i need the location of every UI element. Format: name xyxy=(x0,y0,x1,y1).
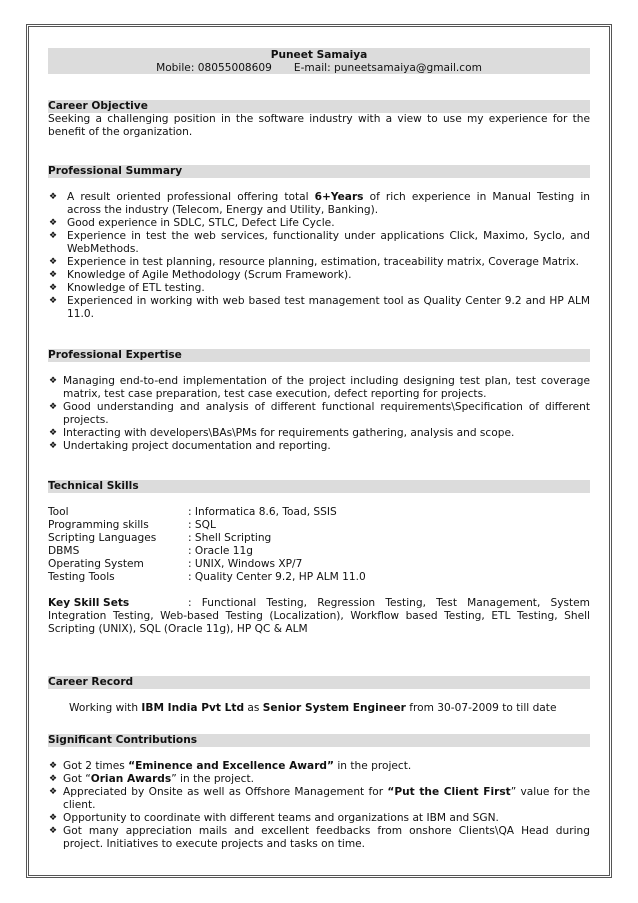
skill-row: Tool : Informatica 8.6, Toad, SSIS xyxy=(48,506,337,518)
list-item: ❖ Opportunity to coordinate with different teams and organizations at IBM and SGN. xyxy=(49,812,499,824)
section-title-career-objective: Career Objective xyxy=(48,100,590,113)
section-title-professional-expertise: Professional Expertise xyxy=(48,349,590,362)
candidate-name: Puneet Samaiya xyxy=(270,49,368,61)
skill-row: Programming skills : SQL xyxy=(48,519,216,531)
professional-expertise-section xyxy=(48,349,590,453)
section-title-significant-contributions: Significant Contributions xyxy=(48,734,590,747)
section-title-career-record: Career Record xyxy=(48,676,590,689)
list-item: ❖ Good experience in SDLC, STLC, Defect Life Cycle. xyxy=(49,217,335,229)
skill-row: Testing Tools : Quality Center 9.2, HP ALM 11.0 xyxy=(48,571,366,583)
diamond-bullet-icon: ❖ xyxy=(49,270,58,280)
list-item: ❖ Appreciated by Onsite as well as Offshore Management for “Put the Client First” value for the client. xyxy=(49,786,591,811)
diamond-bullet-icon: ❖ xyxy=(49,192,58,202)
key-skill-sets: Key Skill Sets : Functional Testing, Regression Testing, Test Management, System Integration Testing, Web-based Testing (Localization), Workflow based Testing, ETL Testing, Shell Scripting (UNIX), SQL (Oracle 11g), HP QC & ALM xyxy=(48,597,590,635)
diamond-bullet-icon: ❖ xyxy=(49,257,58,267)
skill-row: Operating System : UNIX, Windows XP/7 xyxy=(48,558,303,570)
skill-row: DBMS : Oracle 11g xyxy=(48,545,253,557)
diamond-bullet-icon: ❖ xyxy=(49,813,58,823)
list-item: ❖ Knowledge of ETL testing. xyxy=(49,282,205,294)
contributions-list xyxy=(48,760,590,851)
list-item: ❖ Knowledge of Agile Methodology (Scrum Framework). xyxy=(49,269,352,281)
diamond-bullet-icon: ❖ xyxy=(49,774,58,784)
list-item: ❖ Got many appreciation mails and excellent feedbacks from onshore Clients\QA Head during project. Initiatives to execute projects and tasks on time. xyxy=(49,825,590,850)
diamond-bullet-icon: ❖ xyxy=(49,428,58,438)
skill-row: Scripting Languages : Shell Scripting xyxy=(48,532,272,544)
mobile-number: Mobile: 08055008609 xyxy=(156,62,272,74)
list-item: ❖ Experience in test the web services, functionality under applications Click, Maximo, Syclo, and WebMethods. xyxy=(49,230,590,255)
list-item: ❖ Undertaking project documentation and reporting. xyxy=(49,440,331,452)
list-item: ❖ Interacting with developers\BAs\PMs for requirements gathering, analysis and scope. xyxy=(49,427,515,439)
career-objective-section xyxy=(48,100,590,139)
summary-list xyxy=(48,191,590,321)
contact-line xyxy=(48,62,590,75)
technical-skills-section xyxy=(48,480,590,636)
list-item: ❖ Got “Orian Awards” in the project. xyxy=(49,773,254,785)
resume-content xyxy=(48,48,591,850)
diamond-bullet-icon: ❖ xyxy=(49,441,58,451)
resume-header xyxy=(48,48,590,74)
list-item: ❖ Experienced in working with web based test management tool as Quality Center 9.2 and HP ALM 11.0. xyxy=(49,295,590,320)
diamond-bullet-icon: ❖ xyxy=(49,231,58,241)
professional-summary-section xyxy=(48,165,590,321)
email-address: E-mail: puneetsamaiya@gmail.com xyxy=(293,62,482,74)
diamond-bullet-icon: ❖ xyxy=(49,826,58,836)
diamond-bullet-icon: ❖ xyxy=(49,402,58,412)
career-record-text: Working with IBM India Pvt Ltd as Senior System Engineer from 30-07-2009 to till date xyxy=(69,702,557,714)
diamond-bullet-icon: ❖ xyxy=(49,376,58,386)
section-title-technical-skills: Technical Skills xyxy=(48,480,590,493)
list-item: ❖ Managing end-to-end implementation of the project including designing test plan, test coverage matrix, test case preparation, test case execution, defect reporting for projects. xyxy=(49,375,590,400)
list-item: ❖ Experience in test planning, resource planning, estimation, traceability matrix, Coverage Matrix. xyxy=(49,256,580,268)
list-item: ❖ A result oriented professional offering total 6+Years of rich experience in Manual Testing in across the industry (Telecom, Energy and Utility, Banking). xyxy=(49,191,590,216)
expertise-list xyxy=(48,375,590,453)
diamond-bullet-icon: ❖ xyxy=(49,283,58,293)
diamond-bullet-icon: ❖ xyxy=(49,761,58,771)
career-record-section xyxy=(48,676,590,715)
section-title-professional-summary: Professional Summary xyxy=(48,165,590,178)
significant-contributions-section xyxy=(48,734,590,851)
diamond-bullet-icon: ❖ xyxy=(49,787,58,797)
skills-table xyxy=(48,506,590,584)
diamond-bullet-icon: ❖ xyxy=(49,218,58,228)
list-item: ❖ Good understanding and analysis of different functional requirements\Specification of different projects. xyxy=(49,401,590,426)
list-item: ❖ Got 2 times “Eminence and Excellence Award” in the project. xyxy=(49,760,412,772)
career-objective-text: Seeking a challenging position in the software industry with a view to use my experience for the benefit of the organization. xyxy=(48,113,590,138)
diamond-bullet-icon: ❖ xyxy=(49,296,58,306)
